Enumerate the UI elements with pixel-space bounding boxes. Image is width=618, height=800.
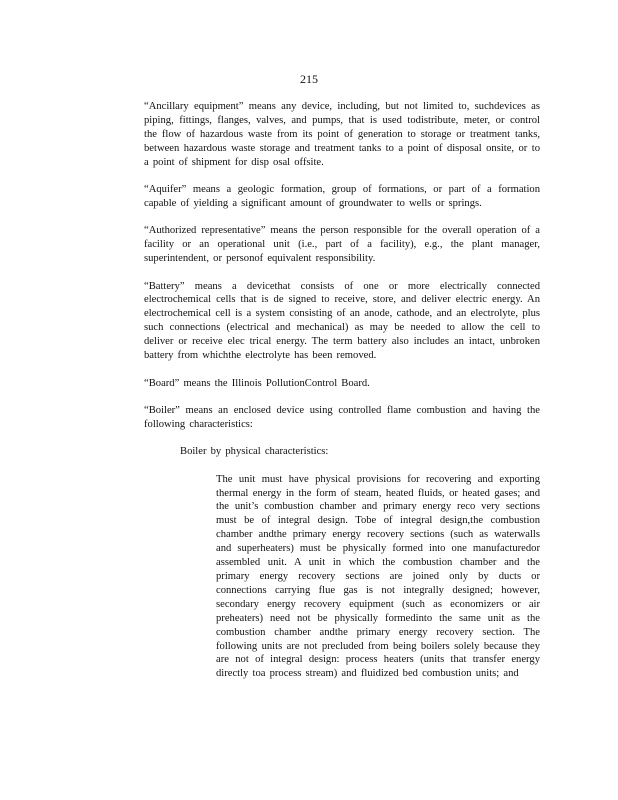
definition-authorized-representative: “Authorized representative” means the person responsible for the overall operation of a facility or an operational unit (i.e., part of a facility), e.g., the plant manager, superintendent, or personof equivalent responsibility.: [144, 225, 540, 265]
definition-battery: “Battery” means a devicethat consists of one or more electrically connected electrochemical cells that is de signed to receive, store, and deliver electric energy. An electrochemical cell is a system consisting of an anode, cathode, and an electrolyte, plus such connections (electrical and mechanical) as may be needed to allow the cell to deliver or receive elec trical energy. The term battery also includes an intact, unbroken battery from whichthe electrolyte has been removed.: [144, 280, 540, 362]
definition-boiler: “Boiler” means an enclosed device using controlled flame combustion and having the following characteristics:: [144, 404, 540, 430]
boiler-physical-characteristics: The unit must have physical provisions for recovering and exporting thermal energy in the form of steam, heated fluids, or heated gases; and the unit’s combustion chamber and primary energy reco very sections must be of integral design. Tobe of integral design,the combustion chamber andthe primary energy recovery sections (such as waterwalls and superheaters) must be physically formed into one manufacturedor assembled unit. A unit in which the combustion chamber and the primary energy recovery sections are joined only by ducts or connections carrying flue gas is not integrally designed; however, secondary energy recovery equipment (such as economizers or air preheaters) need not be physically formedinto the same unit as the combustion chamber andthe primary energy recovery section. The following units are not precluded from being boilers solely because they are not of integral design: process heaters (units that transfer energy directly toa process stream) and fluidized bed combustion units; and: [216, 473, 540, 680]
definition-ancillary-equipment: “Ancillary equipment” means any device, including, but not limited to, suchdevices as piping, fittings, flanges, valves, and pumps, that is used todistribute, meter, or control the flow of hazardous waste from its point of generation to storage or treatment tanks, between hazardous waste storage and treatment tanks to a point of disposal onsite, or to a point of shipment for disp osal offsite.: [144, 101, 540, 168]
definition-board: “Board” means the Illinois PollutionControl Board.: [144, 377, 370, 389]
boiler-subheading: Boiler by physical characteristics:: [180, 446, 329, 458]
definition-aquifer: “Aquifer” means a geologic formation, group of formations, or part of a formation capable of yielding a significant amount of groundwater to wells or springs.: [144, 184, 540, 209]
document-body: [144, 100, 540, 681]
page-number: 215: [300, 72, 318, 86]
